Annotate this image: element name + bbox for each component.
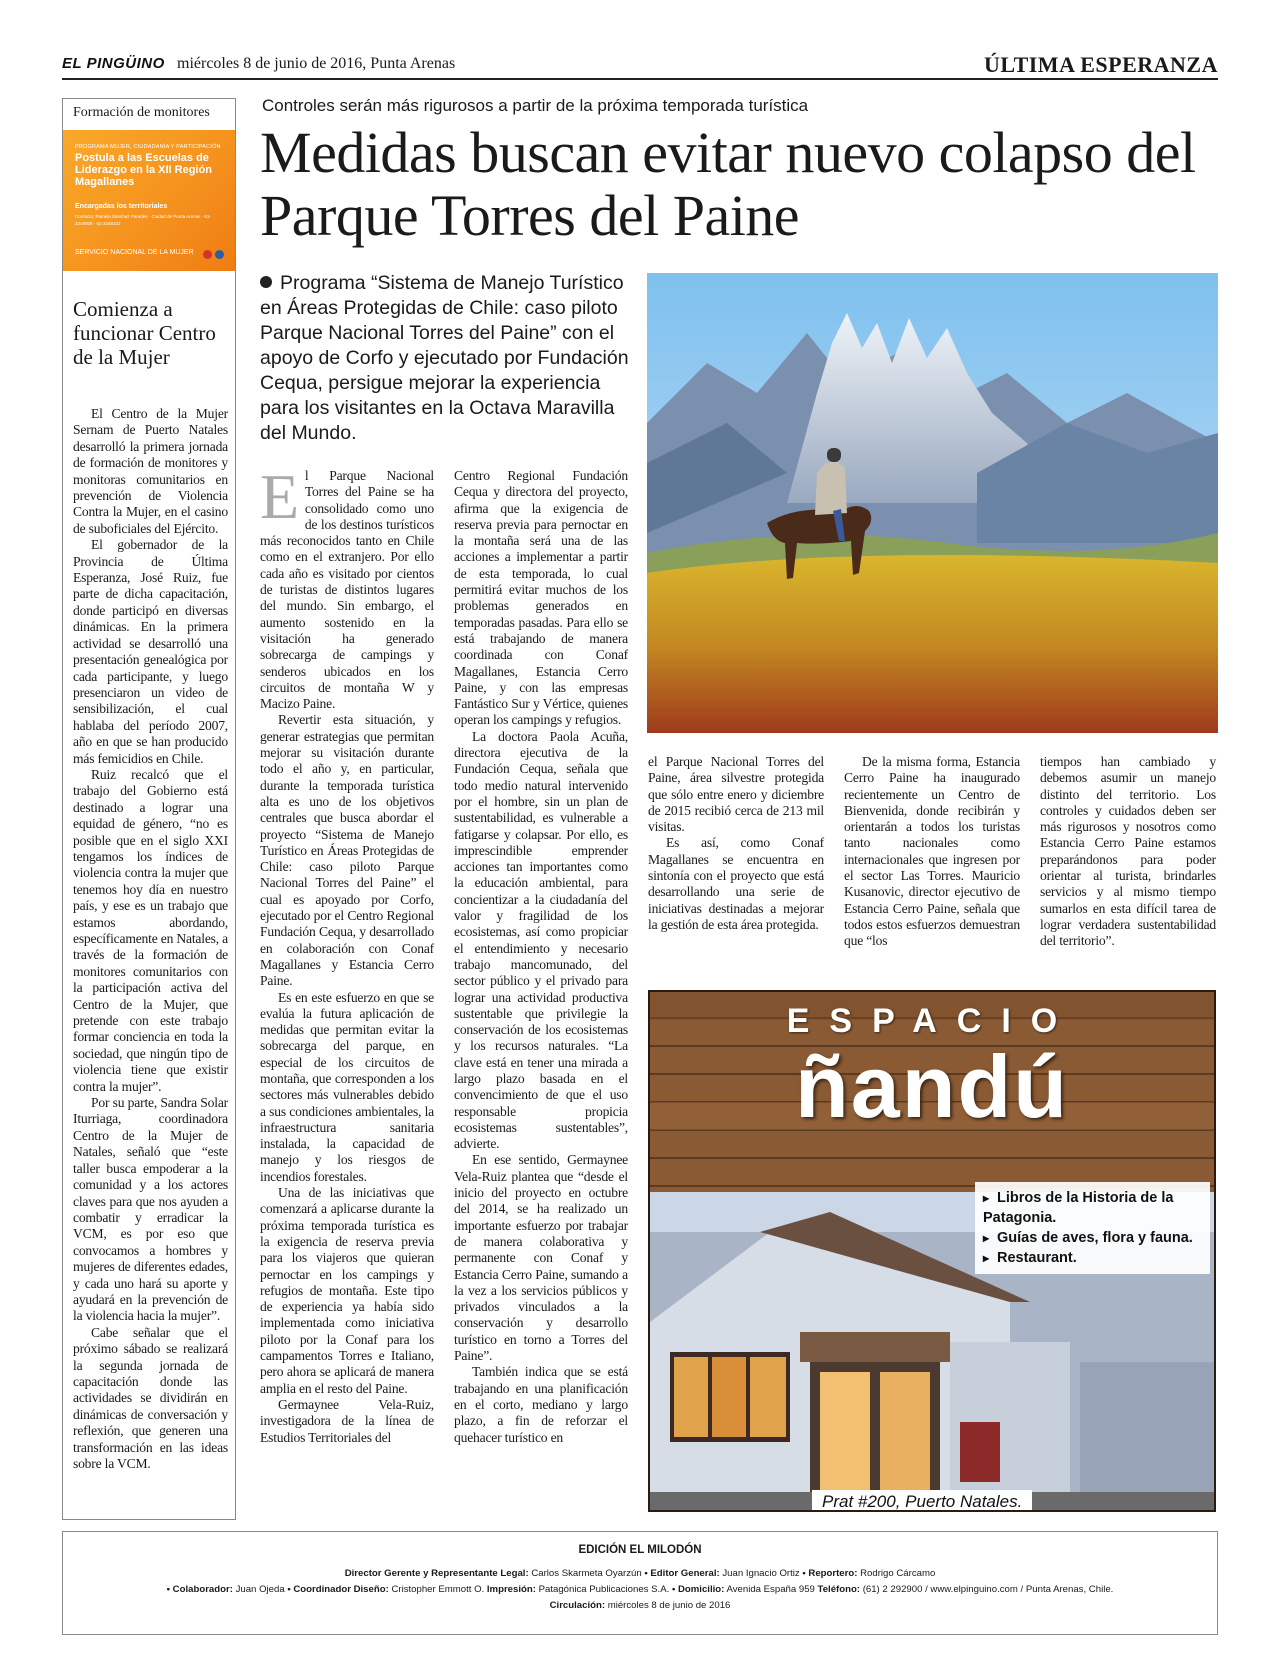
credit-value: Cristopher Emmott O. xyxy=(391,1584,485,1595)
credit-key: Teléfono: xyxy=(817,1584,861,1595)
credit-value: Patagónica Publicaciones S.A. xyxy=(538,1584,670,1595)
credit-value: Juan Ojeda xyxy=(235,1584,285,1595)
page-header xyxy=(62,52,1218,76)
credit-value: miércoles 8 de junio de 2016 xyxy=(607,1600,731,1611)
credit-value: Avenida España 959 xyxy=(726,1584,815,1595)
promo-details: Contacto: Pamela Sánchez Paredes · Ciudad de Punta Arenas · 61-2248009 · 61-2248103 xyxy=(75,214,211,226)
ad-feature xyxy=(983,1188,1202,1228)
article-column-3 xyxy=(648,754,824,933)
article-column-4 xyxy=(844,754,1020,950)
credits-line-3 xyxy=(63,1600,1217,1611)
ad-features-list xyxy=(975,1182,1210,1274)
sidebar-paragraph: Por su parte, Sandra Solar Iturriaga, coordinadora Centro de la Mujer de Natales, señaló que “este taller busca empoderar a la comunidad y a los actores claves para que nos ayuden a combatir y erradicar la VCM, es por eso que convocamos a hombres y mujeres de diferentes edades, y cada uno hará su aporte y ayudará en la prevención de la violencia hacia la mujer”. xyxy=(73,1095,228,1324)
article-paragraph: En ese sentido, Germaynee Vela-Ruiz plantea que “desde el inicio del proyecto en octubre del 2014, se ha realizado un importante esfuerzo por trabajar de manera colaborativa y permanente con Conaf y Estancia Cerro Paine, sumando a la vez a los servicios públicos y privados vinculados a la conservación y desarrollo turístico en torno a Torres del Paine”. xyxy=(454,1152,628,1364)
edition-credits-box xyxy=(62,1531,1218,1635)
header-rule xyxy=(62,78,1218,80)
promo-program: PROGRAMA MUJER, CIUDADANÍA Y PARTICIPACIÓN xyxy=(75,144,221,150)
article-paragraph: el Parque Nacional Torres del Paine, área silvestre protegida que sólo entre enero y diciembre de 2015 recibió cerca de 213 mil visitas. xyxy=(648,754,824,835)
article-paragraph: Centro Regional Fundación Cequa y directora del proyecto, afirma que la exigencia de reserva previa para pernoctar en la montaña será una de las acciones a implementar a partir de esta temporada, lo cual permitirá evitar muchos de los problemas generados en temporadas pasadas. Para ello se está trabajando de manera coordinada con Conaf Magallanes, Estancia Cerro Paine, y con las empresas Fantástico Sur y Vértice, quienes operan los campings y refugios. xyxy=(454,468,628,728)
credit-key: Director Gerente y Representante Legal: xyxy=(344,1568,529,1579)
promo-banner xyxy=(63,130,235,271)
article-paragraph: Germaynee Vela-Ruiz, investigadora de la línea de Estudios Territoriales del xyxy=(260,1396,434,1445)
newspaper-logo: EL PINGÜINO xyxy=(62,55,165,72)
landscape-illustration xyxy=(647,273,1218,733)
promo-subtitle: Encargadas los territoriales xyxy=(75,203,168,210)
sidebar-paragraph: El Centro de la Mujer Sernam de Puerto Natales desarrolló la primera jornada de formación de monitores y monitoras comunitarios en prevención de Violencia Contra la Mujer, en el casino de suboficiales del Ejército. xyxy=(73,406,228,536)
credit-key: Circulación: xyxy=(549,1600,606,1611)
ad-feature-text: Guías de aves, flora y fauna. xyxy=(997,1230,1193,1246)
article-paragraph: l Parque Nacional Torres del Paine se ha consolidado como uno de los destinos turísticos más reconocidos tanto en Chile como en el extranjero. Por ello cada año es visitado por cientos de turistas de distintos lugares del mundo. Sin embargo, el aumento sostenido en la visitación ha generado sobrecarga de campings y senderos ubicados en los circuitos de montaña W y Macizo Paine. xyxy=(260,468,434,712)
credit-value: Rodrigo Cárcamo xyxy=(860,1568,936,1579)
issue-date: miércoles 8 de junio de 2016, Punta Arenas xyxy=(177,55,456,72)
credit-key: • Domicilio: xyxy=(671,1584,725,1595)
sidebar-paragraph: El gobernador de la Provincia de Última Esperanza, José Ruiz, fue parte de dicha capacitación, donde participó en diversas dinámicas. En la primera actividad se desarrolló una presentación genealógica por cada participante, y luego presenciaron un video de sensibilización, el cual hablaba del período 2007, año en que se han producido más femicidios en Chile. xyxy=(73,537,228,766)
ad-address: Prat #200, Puerto Natales. xyxy=(812,1490,1032,1512)
promo-dot-blue xyxy=(215,250,224,259)
ad-espacio-text: ESPACIO xyxy=(786,1002,1078,1040)
credits-line-2 xyxy=(63,1584,1217,1595)
sidebar-paragraph: Cabe señalar que el próximo sábado se realizará la segunda jornada de capacitación donde las actividades se dividirán en dinámicas de conversación y reflexión, que generen una transformación en las ideas sobre la VCM. xyxy=(73,1324,228,1471)
credit-key: • Colaborador: xyxy=(166,1584,233,1595)
credits-line-1 xyxy=(63,1568,1217,1579)
article-paragraph: También indica que se está trabajando en una planificación en el corto, mediano y largo plazo, a fin de reforzar el quehacer turístico en xyxy=(454,1364,628,1445)
article-headline: Medidas buscan evitar nuevo colapso del Parque Torres del Paine xyxy=(260,120,1196,248)
credit-value: Juan Ignacio Ortiz xyxy=(722,1568,800,1579)
article-column-2 xyxy=(454,468,628,1446)
torres-del-paine-photo xyxy=(647,273,1218,733)
ad-feature xyxy=(983,1248,1202,1268)
section-title: ÚLTIMA ESPERANZA xyxy=(984,52,1218,77)
rhea-icon: ▸ xyxy=(983,1251,990,1265)
sidebar-title: Comienza a funcionar Centro de la Mujer xyxy=(73,297,216,369)
lead-text: Programa “Sistema de Manejo Turístico en Áreas Protegidas de Chile: caso piloto Parque Nacional Torres del Paine” con el apoyo de Corfo y ejecutado por Fundación Cequa, persigue mejorar la experiencia para los visitantes en la Octava Maravilla del Mundo. xyxy=(260,272,629,444)
sidebar-label: Formación de monitores xyxy=(73,105,210,120)
bullet-icon xyxy=(260,276,272,288)
ad-brand-name: ñandú xyxy=(795,1037,1069,1136)
article-paragraph: tiempos han cambiado y debemos asumir un manejo distinto del territorio. Los controles y cuidados deben ser más rigurosos y nosotros como Estancia Cerro Paine estamos preparándonos para poder orientar al turista, brindarles servicios y al mismo tiempo sumarlos en esta difícil tarea de lograr verdadera sustentabilidad del territorio”. xyxy=(1040,754,1216,949)
article-paragraph: Una de las iniciativas que comenzará a aplicarse durante la próxima temporada turística es la exigencia de reserva previa para los viajeros que quieran pernoctar en los campings y refugios de montaña. Este tipo de experiencia ya había sido implementada como iniciativa piloto por la Conaf para los campamentos Torres e Italiano, pero ahora se aplicará de manera amplia en el resto del Paine. xyxy=(260,1185,434,1396)
article-paragraph: Es en este esfuerzo en que se evalúa la futura aplicación de medidas que permitan evitar la sobrecarga del parque, en especial de los circuitos de montaña, que corresponden a los sectores más vulnerables debido a sus condiciones ambientales, la infraestructura sanitaria instalada, la capacidad de manejo y los riesgos de incendios forestales. xyxy=(260,989,434,1184)
credit-key: Impresión: xyxy=(486,1584,536,1595)
promo-title: Postula a las Escuelas de Liderazgo en la XII Región Magallanes xyxy=(75,152,212,188)
espacio-nandu-ad xyxy=(648,990,1216,1512)
article-paragraph: De la misma forma, Estancia Cerro Paine ha inaugurado recientemente un Centro de Bienvenida, donde recibirán y orientarán a todos los turistas tanto nacionales como internacionales que ingresen por el sector Las Torres. Mauricio Kusanovic, director ejecutivo de Estancia Cerro Paine, señala que todos estos esfuerzos demuestran que “los xyxy=(844,754,1020,949)
credit-value: (61) 2 292900 / www.elpinguino.com / Punta Arenas, Chile. xyxy=(862,1584,1114,1595)
promo-agency: SERVICIO NACIONAL DE LA MUJER xyxy=(75,249,194,256)
drop-cap: E xyxy=(260,461,299,532)
credit-value: Carlos Skarmeta Oyarzún xyxy=(531,1568,642,1579)
rhea-icon: ▸ xyxy=(983,1231,990,1245)
article-column-5 xyxy=(1040,754,1216,950)
ad-feature xyxy=(983,1228,1202,1248)
ad-feature-text: Libros de la Historia de la Patagonia. xyxy=(983,1190,1174,1226)
credit-key: • Coordinador Diseño: xyxy=(287,1584,389,1595)
sidebar-paragraph: Ruiz recalcó que el trabajo del Gobierno está destinado a lograr una equidad de género, “no es posible que en el siglo XXI tengamos los índices de violencia contra la mujer que tenemos hoy día en nuestro país, y ese es un trabajo que estamos abordando, específicamente en Natales, a través de la formación de monitores comunitarios con la participación activa del Centro de la Mujer, que pretende con este trabajo formar conciencia en toda la sociedad, que ningún tipo de violencia tiene que existir contra la mujer”. xyxy=(73,766,228,1094)
article-column-1 xyxy=(260,461,434,1446)
article-paragraph: La doctora Paola Acuña, directora ejecutiva de la Fundación Cequa, señala que todo medio natural intervenido por el hombre, sin un plan de sustentabilidad, es vulnerable a fatigarse y colapsar. Por ello, es imprescindible emprender acciones tan importantes como la educación ambiental, para concientizar a la ciudadanía del valor y fragilidad de los ecosistemas, así como propiciar el entendimiento y necesario trabajo mancomunado, del sector público y el privado para lograr una actividad productiva sustentable que privilegie la conservación de los ecosistemas y los recursos naturales. “La clave está en tener una mirada a largo plazo basada en el convencimiento de que el uso responsable propicia ecosistemas sustentables”, advierte. xyxy=(454,728,628,1152)
article-paragraph: Revertir esta situación, y generar estrategias que permitan mejorar su visitación durante todo el año y, en particular, durante la temporada turística alta es uno de los objetivos centrales que busca abordar el proyecto “Sistema de Manejo Turístico en Áreas Protegidas de Chile: caso piloto Parque Nacional Torres del Paine” el cual es apoyado por Corfo, ejecutado por el Centro Regional Fundación Cequa, y desarrollado en colaboración con Conaf Magallanes y Estancia Cerro Paine. xyxy=(260,712,434,989)
ad-feature-text: Restaurant. xyxy=(997,1250,1077,1266)
article-kicker: Controles serán más rigurosos a partir de la próxima temporada turística xyxy=(262,96,809,115)
credit-key: • Editor General: xyxy=(644,1568,720,1579)
edition-title: EDICIÓN EL MILODÓN xyxy=(578,1544,702,1556)
article-lead xyxy=(260,271,635,446)
rhea-icon: ▸ xyxy=(983,1191,990,1205)
credit-key: • Reportero: xyxy=(802,1568,858,1579)
sidebar-box xyxy=(62,98,236,1520)
promo-dot-red xyxy=(203,250,212,259)
article-paragraph: Es así, como Conaf Magallanes se encuentra en sintonía con el proyecto que está desarrollando una serie de iniciativas destinadas a mejorar la gestión de esta área protegida. xyxy=(648,835,824,932)
sidebar-body xyxy=(73,406,228,1472)
